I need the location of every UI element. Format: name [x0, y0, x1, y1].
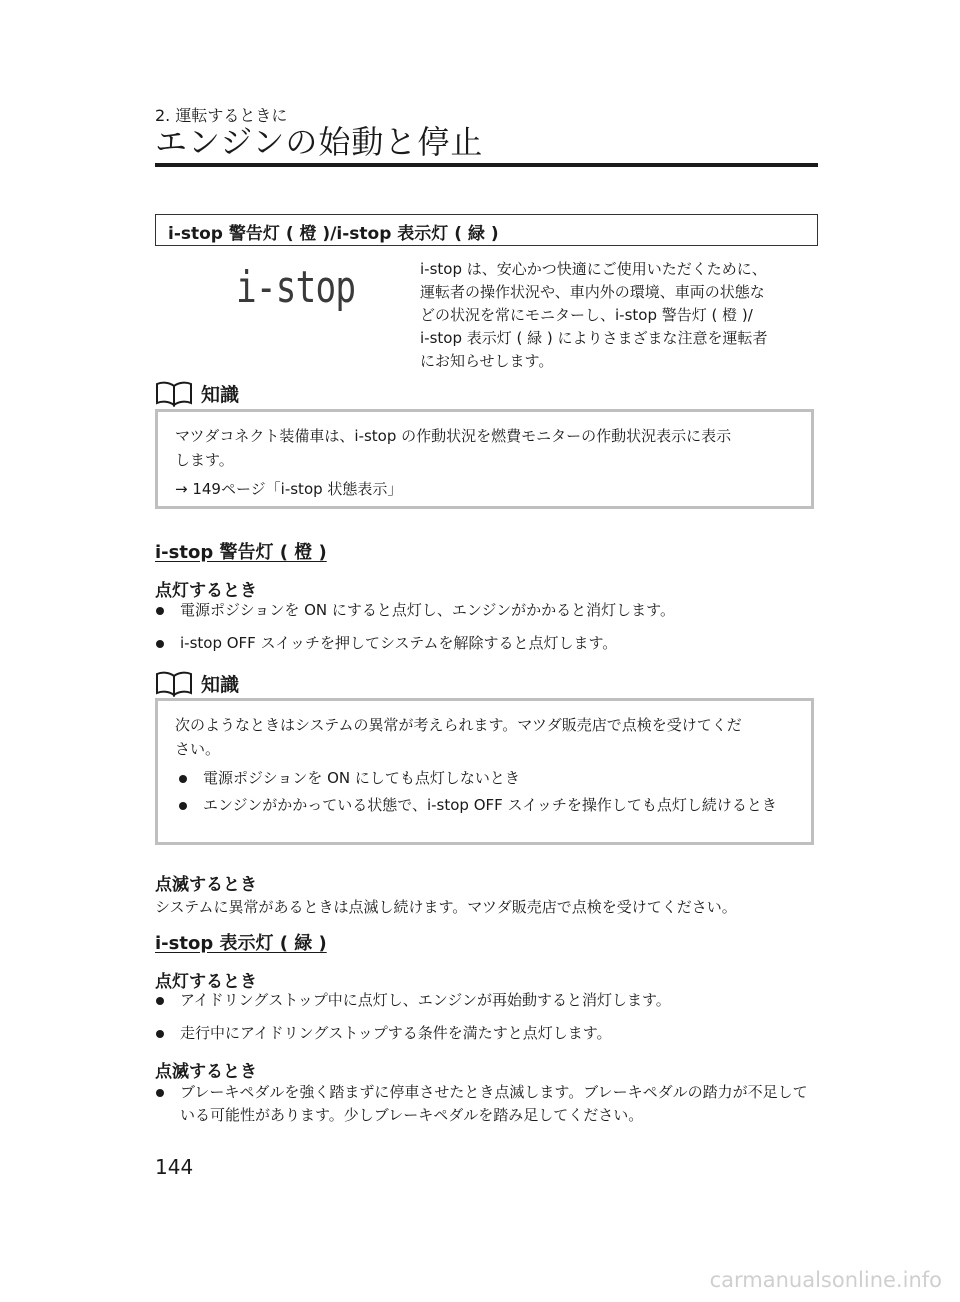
- warning-lit-heading: 点灯するとき: [155, 581, 257, 601]
- list-item: エンジンがかかっている状態で、i-stop OFF スイッチを操作しても点灯し続けるとき: [175, 794, 794, 817]
- book-icon: [155, 381, 193, 407]
- indicator-blink-heading: 点滅するとき: [155, 1062, 257, 1082]
- intro-line: どの状況を常にモニターし、i-stop 警告灯 ( 橙 )/: [420, 306, 753, 324]
- book-icon: [155, 671, 193, 697]
- page-number: 144: [155, 1155, 194, 1179]
- warning-blink-heading: 点滅するとき: [155, 875, 257, 895]
- warning-blink-text: システムに異常があるときは点滅し続けます。マツダ販売店で点検を受けてください。: [155, 898, 737, 916]
- knowledge-label: 知識: [201, 674, 240, 696]
- knowledge-box: [155, 698, 814, 845]
- intro-line: にお知らせします。: [420, 352, 554, 370]
- knowledge-list: [175, 767, 794, 817]
- chapter-label: 2. 運転するときに: [155, 106, 288, 125]
- knowledge-box: [155, 409, 814, 509]
- list-item: アイドリングストップ中に点灯し、エンジンが再始動すると消灯します。: [155, 989, 818, 1012]
- intro-line: i-stop は、安心かつ快適にご使用いただくために、: [420, 260, 767, 278]
- knowledge-line: 次のようなときはシステムの異常が考えられます。マツダ販売店で点検を受けてくだ: [175, 716, 742, 734]
- list-item: ブレーキペダルを強く踏まずに停車させたとき点滅します。ブレーキペダルの踏力が不足している可能性があります。少しブレーキペダルを踏み足してください。: [155, 1081, 818, 1127]
- list-item: 走行中にアイドリングストップする条件を満たすと点灯します。: [155, 1022, 818, 1045]
- intro-line: i-stop 表示灯 ( 緑 ) によりさまざまな注意を運転者: [420, 329, 768, 347]
- intro-line: 運転者の操作状況や、車内外の環境、車両の状態な: [420, 283, 765, 301]
- title-divider: [155, 163, 818, 167]
- warning-lit-list: [155, 599, 818, 665]
- knowledge-line: マツダコネクト装備車は、i-stop の作動状況を燃費モニターの作動状況表示に表示: [175, 427, 732, 445]
- page-reference: → 149ページ「i-stop 状態表示」: [175, 480, 403, 498]
- knowledge-line: さい。: [175, 740, 221, 758]
- indicator-blink-list: [155, 1081, 818, 1137]
- indicator-lit-list: [155, 989, 818, 1055]
- intro-text: [420, 258, 818, 373]
- warning-lamp-heading: i-stop 警告灯 ( 橙 ): [155, 542, 327, 563]
- knowledge-heading: [155, 380, 239, 407]
- section-title-box: [155, 214, 818, 246]
- knowledge-line: します。: [175, 451, 234, 469]
- page-title: エンジンの始動と停止: [155, 123, 484, 161]
- list-item: 電源ポジションを ON にしても点灯しないとき: [175, 767, 794, 790]
- list-item: 電源ポジションを ON にすると点灯し、エンジンがかかると消灯します。: [155, 599, 818, 622]
- section-title: i-stop 警告灯 ( 橙 )/i-stop 表示灯 ( 緑 ): [168, 224, 499, 244]
- indicator-lamp-heading: i-stop 表示灯 ( 緑 ): [155, 933, 327, 954]
- knowledge-heading: [155, 670, 239, 697]
- i-stop-indicator-icon: i-stop: [236, 262, 356, 313]
- indicator-lit-heading: 点灯するとき: [155, 972, 257, 992]
- list-item: i-stop OFF スイッチを押してシステムを解除すると点灯します。: [155, 632, 818, 655]
- knowledge-label: 知識: [201, 384, 240, 406]
- watermark: carmanualsonline.info: [709, 1268, 942, 1292]
